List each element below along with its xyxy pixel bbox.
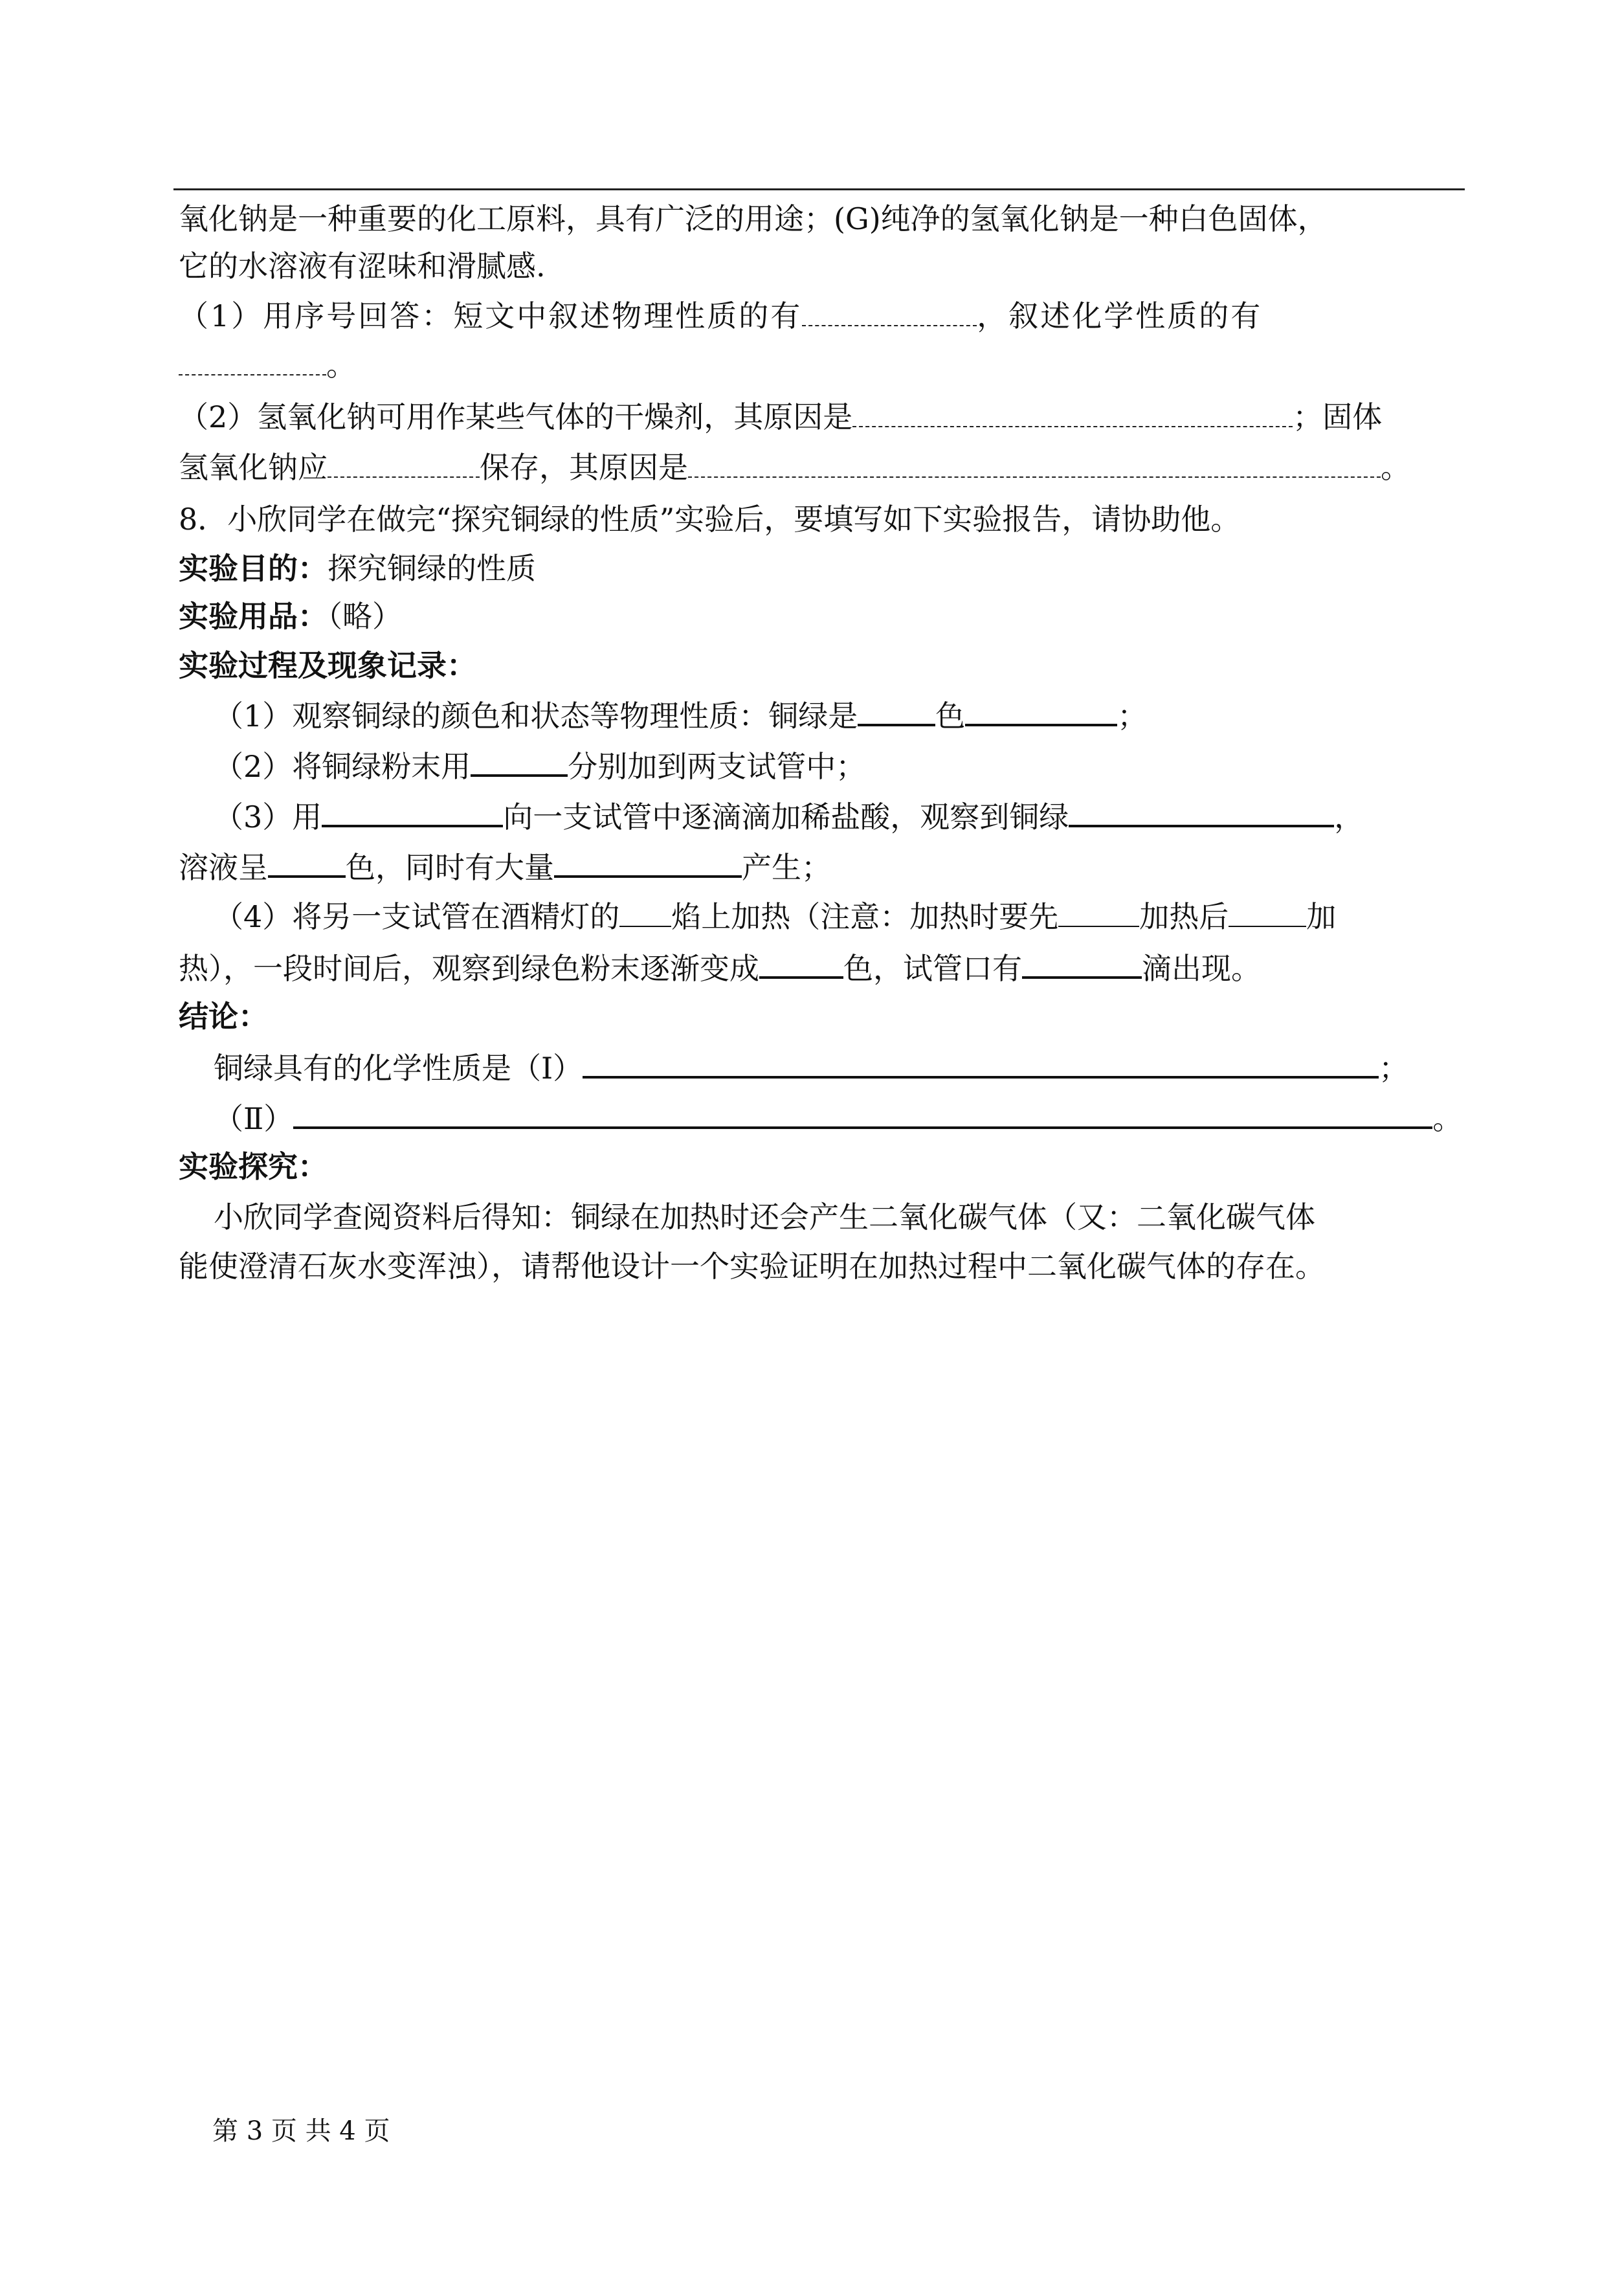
blank-chemical-properties[interactable] — [179, 344, 326, 375]
process-heading: 实验过程及现象记录： — [179, 648, 476, 683]
step-3-line-2: 溶液呈 色，同时有大量 产生； — [179, 845, 831, 888]
blank-chemical-property-1[interactable] — [583, 1046, 1379, 1079]
blank-state[interactable] — [965, 694, 1117, 726]
paragraph-line-1: 氧化钠是一种重要的化工原料，具有广泛的用途；(G)纯净的氢氧化钠是一种白色固体， — [179, 201, 1328, 236]
blank-final-color[interactable] — [759, 946, 843, 979]
step-2-line: （2）将铜绿粉末用 分别加到两支试管中； — [214, 744, 865, 787]
question-2-line: （2）氢氧化钠可用作某些气体的干燥剂，其原因是 ；固体 — [179, 396, 1382, 438]
question-8-line: 8．小欣同学在做完“探究铜绿的性质”实验后，要填写如下实验报告，请协助他。 — [179, 502, 1241, 537]
blank-tool[interactable] — [471, 744, 568, 777]
blank-physical-properties[interactable] — [802, 295, 977, 326]
blank-drying-reason[interactable] — [852, 396, 1293, 427]
explore-line-1: 小欣同学查阅资料后得知：铜绿在加热时还会产生二氧化碳气体（又：二氧化碳气体 — [214, 1200, 1315, 1235]
explore-heading: 实验探究： — [179, 1149, 328, 1184]
step-1-line: （1）观察铜绿的颜色和状态等物理性质：铜绿是 色 ； — [214, 694, 1147, 737]
question-1-line: （1）用序号回答：短文中叙述物理性质的有 ，叙述化学性质的有 — [179, 295, 1262, 337]
explore-line-2: 能使澄清石灰水变浑浊），请帮他设计一个实验证明在加热过程中二氧化碳气体的存在。 — [179, 1249, 1325, 1284]
blank-flame[interactable] — [619, 896, 671, 927]
blank-color[interactable] — [858, 694, 935, 726]
blank-droplets[interactable] — [1022, 946, 1142, 979]
question-1-line-2: 。 — [179, 344, 356, 386]
supplies-line: 实验用品：（略） — [179, 599, 402, 634]
blank-instrument[interactable] — [322, 795, 503, 827]
conclusion-line-1: 铜绿具有的化学性质是（Ⅰ） ； — [214, 1046, 1408, 1089]
aim-line: 实验目的：探究铜绿的性质 — [179, 551, 536, 586]
blank-first-heat[interactable] — [1058, 896, 1139, 927]
conclusion-line-2: （Ⅱ） 。 — [214, 1097, 1462, 1139]
page-footer: 第 3 页 共 4 页 — [212, 2116, 390, 2146]
step-4-line-2: 热），一段时间后，观察到绿色粉末逐渐变成 色，试管口有 滴出现。 — [179, 946, 1261, 989]
question-2-line-2: 氢氧化钠应 保存，其原因是 。 — [179, 447, 1410, 488]
header-rule — [173, 188, 1465, 190]
blank-chemical-property-2[interactable] — [293, 1097, 1432, 1129]
blank-observation[interactable] — [1069, 795, 1334, 827]
conclusion-heading: 结论： — [179, 999, 268, 1034]
blank-storage-reason[interactable] — [688, 447, 1381, 478]
blank-product[interactable] — [554, 845, 742, 878]
step-4-line: （4）将另一支试管在酒精灯的 焰上加热（注意：加热时要先 加热后 加 — [214, 896, 1336, 937]
blank-then-heat[interactable] — [1229, 896, 1306, 927]
blank-storage-method[interactable] — [328, 447, 480, 478]
paragraph-line-2: 它的水溶液有涩味和滑腻感. — [179, 249, 546, 284]
blank-solution-color[interactable] — [268, 845, 346, 878]
step-3-line: （3）用 向一支试管中逐滴滴加稀盐酸，观察到铜绿 ， — [214, 795, 1364, 838]
